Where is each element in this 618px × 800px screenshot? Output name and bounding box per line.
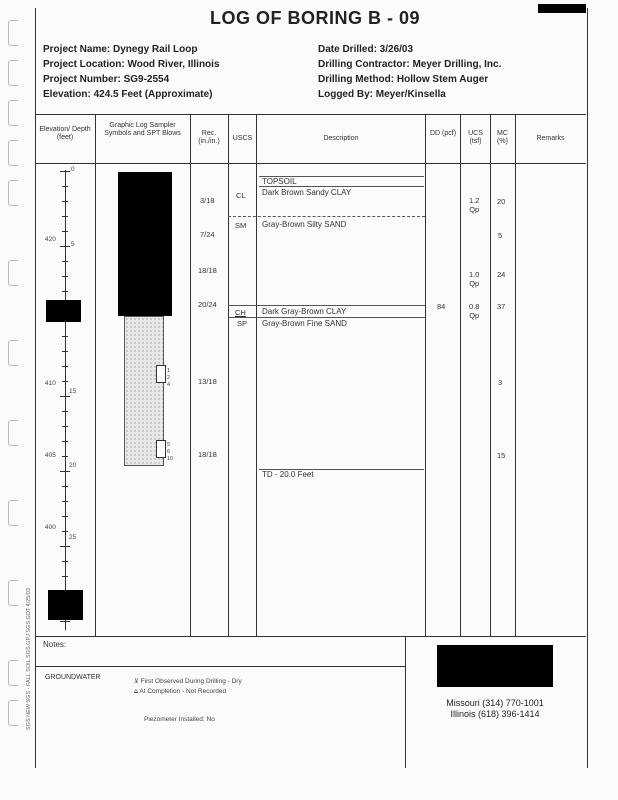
termination-depth: TD - 20.0 Feet — [262, 470, 314, 479]
binder-hole — [8, 500, 18, 526]
binder-hole — [8, 20, 18, 46]
illinois-phone: Illinois (618) 396-1414 — [450, 709, 540, 719]
col-header-ucs: UCS (tsf) — [468, 130, 483, 145]
rec-value: 3/18 — [200, 196, 215, 205]
uscs-code: CH — [235, 308, 246, 317]
binder-hole — [8, 140, 18, 166]
col-header-mc: MC (%) — [497, 130, 508, 145]
col-sep — [95, 114, 96, 636]
binder-hole — [8, 700, 18, 726]
layer-boundary — [228, 305, 425, 306]
col-header-uscs: USCS — [232, 135, 253, 142]
dd-value: 84 — [437, 302, 446, 311]
uscs-code: CL — [236, 191, 246, 200]
groundwater-label: GROUNDWATER — [45, 674, 101, 681]
rec-value: 7/24 — [200, 230, 215, 239]
mc-value: 37 — [497, 302, 506, 311]
piezometer-installed: Piezometer Installed: No — [144, 716, 215, 723]
header-bottom-border — [35, 163, 586, 164]
col-sep — [228, 114, 229, 636]
logo-redaction — [437, 645, 553, 687]
drilling-info — [318, 42, 501, 102]
table-top-border — [35, 114, 586, 115]
col-sep — [256, 114, 257, 636]
binder-hole — [8, 260, 18, 286]
col-sep — [425, 114, 426, 636]
water-level-icon: ⩠ — [134, 688, 138, 695]
elevation: Elevation: 424.5 Feet (Approximate) — [43, 89, 213, 100]
ucs-value: 0.8 Qp — [469, 302, 480, 320]
layer-boundary — [259, 186, 424, 187]
elevation-label: 400 — [45, 524, 56, 531]
missouri-phone: Missouri (314) 770-1001 — [446, 698, 544, 708]
uscs-code: SM — [235, 221, 247, 230]
rec-value: 20/24 — [198, 300, 217, 309]
col-header-dd: DD (pcf) — [429, 130, 457, 137]
binder-hole — [8, 420, 18, 446]
project-info — [43, 42, 220, 102]
rec-value: 18/18 — [198, 450, 217, 459]
spt-sampler-symbol — [156, 365, 166, 383]
logged-by: Logged By: Meyer/Kinsella — [318, 89, 446, 100]
water-level-icon: ⊻ — [134, 678, 139, 685]
col-header-graphic-log: Graphic Log Sampler Symbols and SPT Blows — [104, 122, 181, 137]
spt-sampler-symbol — [156, 440, 166, 458]
rec-value: 18/18 — [198, 266, 217, 275]
date-drilled: Date Drilled: 3/26/03 — [318, 44, 414, 55]
mc-value: 20 — [497, 197, 506, 206]
rec-value: 13/18 — [198, 377, 217, 386]
uscs-code: SP — [237, 319, 248, 328]
layer-boundary — [228, 317, 425, 318]
project-location: Project Location: Wood River, Illinois — [43, 59, 220, 70]
binder-hole — [8, 340, 18, 366]
table-bottom-border — [35, 636, 586, 637]
mc-value: 24 — [497, 270, 506, 279]
depth-label: 5 — [71, 241, 75, 248]
spt-blows: 5 6 10 — [167, 442, 174, 462]
depth-label: 15 — [69, 388, 77, 395]
elevation-label: 405 — [45, 452, 56, 459]
drilling-contractor: Drilling Contractor: Meyer Drilling, Inc. — [318, 59, 502, 70]
redaction-block — [118, 172, 172, 316]
col-sep — [490, 114, 491, 636]
groundwater-at-completion: ⩠ At Completion - Not Recorded — [134, 688, 227, 695]
ucs-value: 1.2 Qp — [469, 196, 480, 214]
layer-boundary — [228, 216, 425, 217]
col-sep — [515, 114, 516, 636]
mc-value: 5 — [498, 231, 503, 240]
binder-hole — [8, 660, 18, 686]
elevation-label: 420 — [45, 236, 56, 243]
col-header-rec: Rec. (in./in.) — [198, 130, 220, 145]
binder-hole — [8, 100, 18, 126]
layer-description: Gray-Brown Fine SAND — [262, 319, 347, 328]
layer-description: Dark Gray-Brown CLAY — [262, 307, 347, 316]
binder-hole — [8, 60, 18, 86]
mc-value: 3 — [498, 378, 503, 387]
depth-label: 20 — [69, 462, 77, 469]
binder-hole — [8, 180, 18, 206]
groundwater-first-observed: ⊻ First Observed During Drilling - Dry — [134, 678, 242, 685]
depth-label: 25 — [69, 534, 77, 541]
col-sep — [460, 114, 461, 636]
footer-sep — [405, 636, 406, 768]
col-header-elevation: Elevation/ Depth (feet) — [39, 126, 91, 141]
layer-description: Gray-Brown Silty SAND — [262, 220, 347, 229]
spt-blows: 1 2 4 — [167, 368, 171, 388]
notes-bottom-border — [35, 666, 405, 667]
col-header-description: Description — [323, 135, 359, 142]
redaction-block — [48, 590, 83, 620]
page-title: LOG OF BORING B - 09 — [209, 8, 420, 28]
contact-phones — [410, 698, 580, 720]
layer-description: Dark Brown Sandy CLAY — [262, 188, 352, 197]
col-sep — [190, 114, 191, 636]
depth-label: 0 — [71, 166, 75, 173]
side-footer-text: SGS NEW SGS - FALL SOIL SGS.GPJ SGS.GDT 4/25/03 — [26, 588, 32, 730]
binder-hole — [8, 580, 18, 606]
project-name: Project Name: Dynegy Rail Loop — [43, 44, 198, 55]
redaction-bar — [538, 4, 586, 13]
elevation-label: 410 — [45, 380, 56, 387]
project-number: Project Number: SG9-2554 — [43, 74, 170, 85]
redaction-block — [46, 300, 81, 322]
drilling-method: Drilling Method: Hollow Stem Auger — [318, 74, 489, 85]
mc-value: 15 — [497, 451, 506, 460]
ucs-value: 1.0 Qp — [469, 270, 480, 288]
col-header-remarks: Remarks — [536, 135, 565, 142]
layer-description: TOPSOIL — [262, 177, 297, 186]
notes-label: Notes: — [43, 640, 67, 649]
